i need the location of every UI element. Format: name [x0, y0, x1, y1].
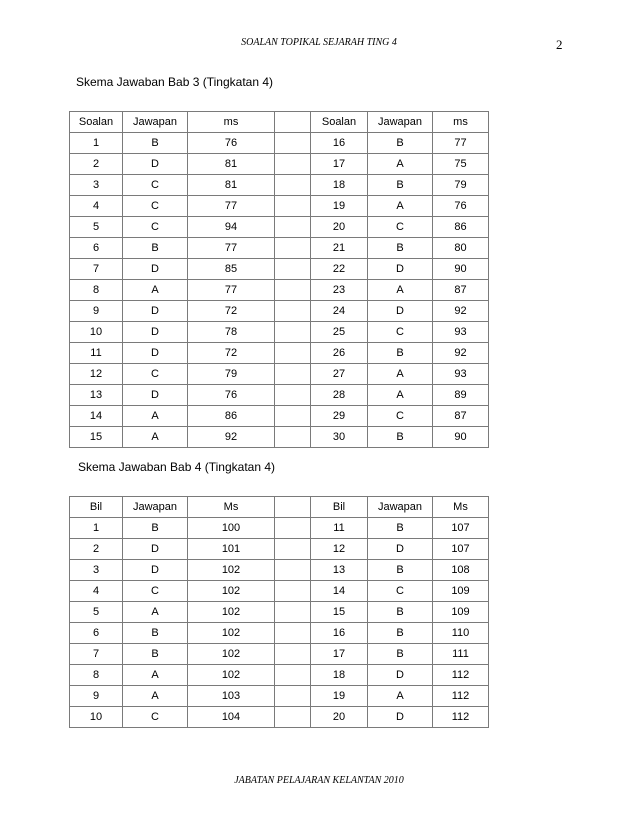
cell-right-number: 17 [311, 154, 368, 175]
cell-left-page: 102 [188, 581, 275, 602]
cell-left-page: 77 [188, 238, 275, 259]
cell-left-page: 72 [188, 301, 275, 322]
table-row [70, 175, 489, 196]
table-row [70, 602, 489, 623]
cell-spacer [275, 539, 311, 560]
cell-left-answer: B [123, 518, 188, 539]
cell-spacer [275, 686, 311, 707]
table-row [70, 560, 489, 581]
cell-left-number: 7 [70, 644, 123, 665]
table-row [70, 707, 489, 728]
cell-right-page: 90 [433, 427, 489, 448]
table-row [70, 322, 489, 343]
cell-left-answer: C [123, 581, 188, 602]
header-right-page: Ms [433, 497, 489, 518]
cell-right-number: 16 [311, 623, 368, 644]
table1-title: Skema Jawaban Bab 3 (Tingkatan 4) [76, 75, 273, 89]
cell-right-page: 79 [433, 175, 489, 196]
cell-right-number: 18 [311, 665, 368, 686]
cell-right-number: 17 [311, 644, 368, 665]
cell-left-number: 14 [70, 406, 123, 427]
cell-right-answer: A [368, 280, 433, 301]
cell-left-page: 81 [188, 154, 275, 175]
cell-right-number: 14 [311, 581, 368, 602]
header-right-page: ms [433, 112, 489, 133]
cell-left-answer: B [123, 644, 188, 665]
cell-right-number: 13 [311, 560, 368, 581]
cell-left-number: 11 [70, 343, 123, 364]
cell-right-answer: B [368, 602, 433, 623]
cell-right-page: 93 [433, 364, 489, 385]
cell-right-answer: D [368, 665, 433, 686]
cell-right-page: 93 [433, 322, 489, 343]
cell-right-answer: B [368, 133, 433, 154]
cell-spacer [275, 175, 311, 196]
table-row [70, 364, 489, 385]
cell-left-answer: D [123, 322, 188, 343]
cell-left-page: 86 [188, 406, 275, 427]
cell-left-number: 5 [70, 217, 123, 238]
cell-right-number: 22 [311, 259, 368, 280]
cell-left-page: 104 [188, 707, 275, 728]
table-row [70, 259, 489, 280]
cell-left-number: 7 [70, 259, 123, 280]
header-left-number: Bil [70, 497, 123, 518]
cell-spacer [275, 581, 311, 602]
cell-right-page: 87 [433, 406, 489, 427]
cell-left-number: 6 [70, 238, 123, 259]
header-right-answer: Jawapan [368, 497, 433, 518]
cell-right-answer: C [368, 406, 433, 427]
cell-right-page: 110 [433, 623, 489, 644]
cell-right-number: 15 [311, 602, 368, 623]
cell-right-page: 90 [433, 259, 489, 280]
cell-right-page: 112 [433, 665, 489, 686]
cell-right-page: 109 [433, 602, 489, 623]
cell-right-answer: B [368, 175, 433, 196]
cell-right-answer: A [368, 196, 433, 217]
cell-left-page: 79 [188, 364, 275, 385]
cell-left-page: 102 [188, 665, 275, 686]
cell-right-number: 20 [311, 707, 368, 728]
table-row [70, 238, 489, 259]
table-row [70, 686, 489, 707]
cell-right-page: 87 [433, 280, 489, 301]
cell-left-number: 1 [70, 518, 123, 539]
cell-right-page: 112 [433, 707, 489, 728]
cell-left-answer: A [123, 427, 188, 448]
cell-right-answer: A [368, 686, 433, 707]
header-left-page: ms [188, 112, 275, 133]
cell-right-number: 28 [311, 385, 368, 406]
answer-table-bab4 [69, 496, 489, 728]
cell-right-answer: C [368, 322, 433, 343]
cell-right-answer: D [368, 539, 433, 560]
cell-spacer [275, 133, 311, 154]
cell-left-page: 76 [188, 133, 275, 154]
cell-left-number: 8 [70, 280, 123, 301]
cell-spacer [275, 238, 311, 259]
cell-left-answer: B [123, 623, 188, 644]
table-row [70, 623, 489, 644]
cell-left-page: 101 [188, 539, 275, 560]
page-footer: JABATAN PELAJARAN KELANTAN 2010 [234, 775, 404, 786]
cell-left-answer: A [123, 665, 188, 686]
cell-right-answer: B [368, 644, 433, 665]
cell-left-number: 10 [70, 707, 123, 728]
cell-right-page: 76 [433, 196, 489, 217]
cell-right-answer: B [368, 518, 433, 539]
cell-left-number: 2 [70, 154, 123, 175]
cell-right-number: 29 [311, 406, 368, 427]
cell-spacer [275, 665, 311, 686]
cell-left-number: 2 [70, 539, 123, 560]
cell-right-answer: A [368, 154, 433, 175]
header-row [70, 497, 489, 518]
cell-spacer [275, 217, 311, 238]
cell-left-answer: B [123, 133, 188, 154]
cell-left-page: 102 [188, 560, 275, 581]
cell-left-page: 72 [188, 343, 275, 364]
cell-left-number: 1 [70, 133, 123, 154]
cell-left-number: 9 [70, 686, 123, 707]
cell-left-answer: C [123, 175, 188, 196]
cell-spacer [275, 322, 311, 343]
page-header: SOALAN TOPIKAL SEJARAH TING 4 [241, 37, 397, 48]
cell-right-answer: A [368, 385, 433, 406]
cell-right-answer: C [368, 217, 433, 238]
cell-right-number: 27 [311, 364, 368, 385]
cell-left-answer: C [123, 196, 188, 217]
header-spacer [275, 497, 311, 518]
cell-right-number: 20 [311, 217, 368, 238]
cell-left-page: 103 [188, 686, 275, 707]
cell-left-answer: D [123, 560, 188, 581]
cell-right-page: 112 [433, 686, 489, 707]
cell-left-page: 77 [188, 280, 275, 301]
cell-left-number: 13 [70, 385, 123, 406]
cell-right-page: 107 [433, 539, 489, 560]
cell-left-answer: D [123, 154, 188, 175]
cell-right-page: 75 [433, 154, 489, 175]
table-row [70, 406, 489, 427]
table-row [70, 427, 489, 448]
cell-left-page: 85 [188, 259, 275, 280]
cell-right-page: 111 [433, 644, 489, 665]
cell-left-page: 76 [188, 385, 275, 406]
cell-right-answer: B [368, 427, 433, 448]
cell-right-answer: D [368, 259, 433, 280]
cell-right-answer: B [368, 238, 433, 259]
cell-left-number: 15 [70, 427, 123, 448]
cell-left-number: 3 [70, 560, 123, 581]
cell-left-page: 77 [188, 196, 275, 217]
cell-spacer [275, 707, 311, 728]
header-left-answer: Jawapan [123, 112, 188, 133]
cell-right-page: 92 [433, 301, 489, 322]
cell-left-answer: C [123, 364, 188, 385]
cell-spacer [275, 602, 311, 623]
cell-spacer [275, 406, 311, 427]
cell-right-answer: B [368, 623, 433, 644]
cell-right-answer: D [368, 707, 433, 728]
cell-right-number: 24 [311, 301, 368, 322]
cell-right-number: 16 [311, 133, 368, 154]
cell-right-answer: D [368, 301, 433, 322]
cell-left-number: 3 [70, 175, 123, 196]
cell-right-page: 92 [433, 343, 489, 364]
cell-right-page: 89 [433, 385, 489, 406]
cell-right-number: 30 [311, 427, 368, 448]
cell-right-number: 23 [311, 280, 368, 301]
table-row [70, 343, 489, 364]
table-row [70, 154, 489, 175]
cell-spacer [275, 154, 311, 175]
cell-left-page: 100 [188, 518, 275, 539]
cell-left-answer: D [123, 301, 188, 322]
table-row [70, 665, 489, 686]
cell-left-answer: D [123, 343, 188, 364]
cell-right-answer: B [368, 343, 433, 364]
cell-left-page: 102 [188, 644, 275, 665]
cell-left-number: 12 [70, 364, 123, 385]
cell-left-number: 10 [70, 322, 123, 343]
cell-left-answer: C [123, 707, 188, 728]
cell-left-number: 6 [70, 623, 123, 644]
header-right-number: Soalan [311, 112, 368, 133]
table-row [70, 217, 489, 238]
cell-left-page: 102 [188, 602, 275, 623]
cell-left-answer: A [123, 280, 188, 301]
cell-spacer [275, 518, 311, 539]
cell-right-answer: A [368, 364, 433, 385]
cell-left-answer: A [123, 686, 188, 707]
cell-right-number: 18 [311, 175, 368, 196]
cell-right-number: 19 [311, 196, 368, 217]
cell-left-answer: D [123, 539, 188, 560]
cell-right-page: 108 [433, 560, 489, 581]
cell-right-page: 80 [433, 238, 489, 259]
table-row [70, 385, 489, 406]
cell-right-answer: B [368, 560, 433, 581]
header-left-answer: Jawapan [123, 497, 188, 518]
cell-left-answer: A [123, 602, 188, 623]
cell-right-number: 25 [311, 322, 368, 343]
cell-left-number: 5 [70, 602, 123, 623]
answer-table-bab3 [69, 111, 489, 448]
table-row [70, 539, 489, 560]
cell-left-answer: B [123, 238, 188, 259]
cell-right-number: 19 [311, 686, 368, 707]
cell-spacer [275, 623, 311, 644]
cell-left-page: 81 [188, 175, 275, 196]
cell-left-page: 78 [188, 322, 275, 343]
cell-right-page: 77 [433, 133, 489, 154]
cell-left-number: 4 [70, 196, 123, 217]
cell-right-page: 107 [433, 518, 489, 539]
table-row [70, 644, 489, 665]
header-row [70, 112, 489, 133]
header-left-number: Soalan [70, 112, 123, 133]
cell-right-number: 12 [311, 539, 368, 560]
table-row [70, 196, 489, 217]
table2-title: Skema Jawaban Bab 4 (Tingkatan 4) [78, 460, 275, 474]
cell-spacer [275, 560, 311, 581]
cell-spacer [275, 301, 311, 322]
cell-spacer [275, 196, 311, 217]
cell-left-answer: D [123, 259, 188, 280]
cell-right-page: 86 [433, 217, 489, 238]
table-row [70, 280, 489, 301]
cell-spacer [275, 343, 311, 364]
cell-left-answer: C [123, 217, 188, 238]
cell-left-page: 102 [188, 623, 275, 644]
cell-right-number: 21 [311, 238, 368, 259]
header-right-answer: Jawapan [368, 112, 433, 133]
cell-right-answer: C [368, 581, 433, 602]
page-number: 2 [556, 37, 563, 52]
cell-left-number: 9 [70, 301, 123, 322]
cell-spacer [275, 364, 311, 385]
table-row [70, 133, 489, 154]
cell-left-number: 4 [70, 581, 123, 602]
header-right-number: Bil [311, 497, 368, 518]
cell-spacer [275, 427, 311, 448]
table-row [70, 301, 489, 322]
cell-left-answer: A [123, 406, 188, 427]
cell-spacer [275, 644, 311, 665]
cell-spacer [275, 259, 311, 280]
table-row [70, 518, 489, 539]
cell-left-page: 92 [188, 427, 275, 448]
cell-spacer [275, 385, 311, 406]
header-left-page: Ms [188, 497, 275, 518]
table-row [70, 581, 489, 602]
cell-left-number: 8 [70, 665, 123, 686]
cell-right-page: 109 [433, 581, 489, 602]
header-spacer [275, 112, 311, 133]
cell-left-page: 94 [188, 217, 275, 238]
cell-right-number: 11 [311, 518, 368, 539]
cell-spacer [275, 280, 311, 301]
cell-right-number: 26 [311, 343, 368, 364]
cell-left-answer: D [123, 385, 188, 406]
